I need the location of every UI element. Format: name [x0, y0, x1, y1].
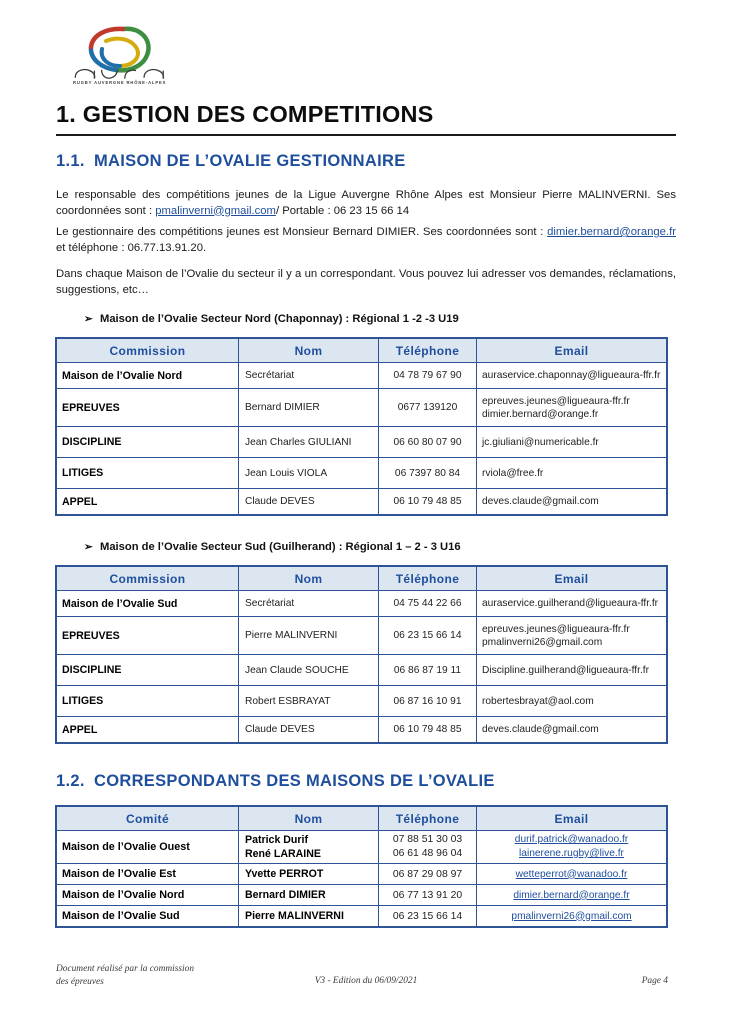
cell-commission: EPREUVES [57, 617, 239, 655]
section-title-1-2: CORRESPONDANTS DES MAISONS DE L’OVALIE [94, 772, 495, 790]
paragraph-gestionnaire-text-b: et téléphone : 06.77.13.91.20. [56, 241, 207, 254]
cell-telephone: 06 87 16 10 91 [379, 686, 477, 717]
cell-email [477, 906, 667, 927]
email-link[interactable]: durif.patrick@wanadoo.fr [514, 834, 629, 845]
paragraph-responsable-text-b: / Portable : 06 23 15 66 14 [275, 204, 410, 217]
arrow-bullet-icon: ➢ [84, 313, 93, 325]
email-link[interactable]: lainerene.rugby@live.fr [519, 848, 624, 859]
table-header-row [57, 339, 667, 363]
cell-commission: Maison de l’Ovalie Sud [57, 591, 239, 617]
table-row [57, 617, 667, 655]
cell-nom: Claude DEVES [239, 489, 379, 515]
telephone-line: 07 88 51 30 03 [392, 834, 463, 845]
table-row [57, 655, 667, 686]
cell-telephone: 06 10 79 48 85 [379, 489, 477, 515]
nom-line: René LARAINE [245, 848, 321, 860]
footer-left-line1: Document réalisé par la commission [56, 964, 195, 974]
email-line [482, 833, 661, 847]
cell-nom: Bernard DIMIER [239, 885, 379, 906]
cell-telephone: 04 78 79 67 90 [379, 363, 477, 389]
email-line: auraservice.chaponnay@ligueaura-ffr.fr [482, 370, 661, 381]
cell-commission: LITIGES [57, 686, 239, 717]
email-line: epreuves.jeunes@ligueaura-ffr.fr [482, 623, 630, 635]
column-header-telephone: Téléphone [379, 339, 477, 363]
page-title: 1. GESTION DES COMPETITIONS [56, 101, 434, 127]
cell-email [477, 686, 667, 717]
column-header-nom: Nom [239, 807, 379, 831]
cell-commission: APPEL [57, 717, 239, 743]
cell-comite: Maison de l’Ovalie Est [57, 864, 239, 885]
cell-email [477, 717, 667, 743]
cell-email [477, 458, 667, 489]
email-link-dimier[interactable]: dimier.bernard@orange.fr [547, 226, 676, 238]
column-header-telephone: Téléphone [379, 807, 477, 831]
email-line: auraservice.guilherand@ligueaura-ffr.fr [482, 598, 659, 609]
cell-email [477, 427, 667, 458]
paragraph-responsable-text-a: Le responsable des compétitions jeunes de la Ligue Auvergne Rhône Alpes est Monsieur Pierre MALINVERNI. Ses coordonnées sont : [56, 189, 676, 217]
cell-email [477, 389, 667, 427]
bullet-secteur-sud [84, 541, 461, 553]
column-header-telephone: Téléphone [379, 567, 477, 591]
logo-tagline: RUGBY AUVERGNE RHÔNE-ALPES [73, 80, 167, 85]
cell-nom: Jean Charles GIULIANI [239, 427, 379, 458]
cell-telephone: 06 10 79 48 85 [379, 717, 477, 743]
cell-commission: APPEL [57, 489, 239, 515]
table-row [57, 831, 667, 864]
arrow-bullet-icon: ➢ [84, 541, 93, 553]
email-link-pmalinverni[interactable]: pmalinverni@gmail.com [155, 204, 276, 217]
table-row [57, 389, 667, 427]
column-header-email: Email [477, 567, 667, 591]
page-title-block [56, 101, 676, 136]
table-row [57, 458, 667, 489]
section-title-1-1: MAISON DE L’OVALIE GESTIONNAIRE [94, 152, 406, 170]
bullet-secteur-nord-label: Maison de l’Ovalie Secteur Nord (Chaponnay) : Régional 1 -2 -3 U19 [100, 313, 459, 325]
email-line: pmalinverni26@gmail.com [482, 636, 603, 648]
cell-email [477, 489, 667, 515]
email-line: rviola@free.fr [482, 467, 544, 479]
table-row [57, 427, 667, 458]
paragraph-responsable [56, 188, 676, 219]
section-number-1-1: 1.1. [56, 152, 85, 170]
footer-page-number: Page 4 [641, 976, 668, 986]
cell-email [477, 363, 667, 389]
table-row [57, 363, 667, 389]
cell-nom: Claude DEVES [239, 717, 379, 743]
email-link[interactable]: wetteperrot@wanadoo.fr [515, 868, 628, 880]
table-row [57, 885, 667, 906]
email-line [482, 847, 661, 861]
cell-commission: DISCIPLINE [57, 655, 239, 686]
column-header-nom: Nom [239, 339, 379, 363]
cell-nom: Robert ESBRAYAT [239, 686, 379, 717]
cell-telephone: 06 23 15 66 14 [379, 617, 477, 655]
cell-nom: Yvette PERROT [239, 864, 379, 885]
cell-email [477, 831, 667, 864]
footer-version: V3 - Edition du 06/09/2021 [314, 976, 418, 986]
cell-nom [239, 831, 379, 864]
cell-nom: Pierre MALINVERNI [239, 906, 379, 927]
column-header-email: Email [477, 807, 667, 831]
cell-nom: Pierre MALINVERNI [239, 617, 379, 655]
cell-email [477, 864, 667, 885]
cell-telephone: 06 87 29 08 97 [379, 864, 477, 885]
cell-telephone: 04 75 44 22 66 [379, 591, 477, 617]
email-line: robertesbrayat@aol.com [482, 695, 594, 707]
aura-logo [72, 24, 192, 88]
paragraph-correspondant: Dans chaque Maison de l’Ovalie du secteur il y a un correspondant. Vous pouvez lui adresser vos demandes, réclamations, suggestions, etc… [56, 268, 676, 296]
section-heading-1-2 [56, 772, 495, 791]
email-link[interactable]: dimier.bernard@orange.fr [513, 889, 630, 901]
nom-line: Patrick Durif [245, 834, 308, 846]
cell-email [477, 617, 667, 655]
email-line: jc.giuliani@numericable.fr [482, 436, 599, 448]
table-maison-ovalie-sud [56, 566, 667, 743]
paragraph-gestionnaire [56, 225, 676, 256]
section-number-1-2: 1.2. [56, 772, 85, 790]
cell-email [477, 591, 667, 617]
table-row [57, 489, 667, 515]
column-header-comite: Comité [57, 807, 239, 831]
bullet-secteur-sud-label: Maison de l’Ovalie Secteur Sud (Guilherand) : Régional 1 – 2 - 3 U16 [100, 541, 461, 553]
title-divider [56, 134, 676, 136]
table-header-row [57, 567, 667, 591]
cell-nom: Secrétariat [239, 363, 379, 389]
table-maison-ovalie-nord [56, 338, 667, 515]
telephone-line: 06 61 48 96 04 [392, 848, 463, 859]
page-footer [56, 963, 676, 1003]
cell-telephone: 06 86 87 19 11 [379, 655, 477, 686]
email-link[interactable]: pmalinverni26@gmail.com [511, 910, 632, 922]
email-line: epreuves.jeunes@ligueaura-ffr.fr [482, 395, 630, 407]
cell-telephone: 06 77 13 91 20 [379, 885, 477, 906]
cell-telephone: 0677 139120 [379, 389, 477, 427]
cell-commission: DISCIPLINE [57, 427, 239, 458]
column-header-commission: Commission [57, 567, 239, 591]
email-line: deves.claude@gmail.com [482, 496, 599, 507]
cell-nom: Jean Claude SOUCHE [239, 655, 379, 686]
table-correspondants [56, 806, 667, 927]
cell-comite: Maison de l’Ovalie Nord [57, 885, 239, 906]
column-header-commission: Commission [57, 339, 239, 363]
cell-nom: Bernard DIMIER [239, 389, 379, 427]
section-heading-1-1 [56, 152, 406, 171]
table-row [57, 906, 667, 927]
email-line: deves.claude@gmail.com [482, 724, 599, 735]
cell-comite: Maison de l’Ovalie Ouest [57, 831, 239, 864]
cell-commission: Maison de l’Ovalie Nord [57, 363, 239, 389]
table-row [57, 591, 667, 617]
cell-telephone: 06 23 15 66 14 [379, 906, 477, 927]
cell-telephone: 06 60 80 07 90 [379, 427, 477, 458]
cell-email [477, 655, 667, 686]
table-row [57, 717, 667, 743]
cell-commission: LITIGES [57, 458, 239, 489]
column-header-nom: Nom [239, 567, 379, 591]
email-line: Discipline.guilherand@ligueaura-ffr.fr [482, 664, 650, 676]
cell-email [477, 885, 667, 906]
cell-telephone [379, 831, 477, 864]
column-header-email: Email [477, 339, 667, 363]
cell-nom: Secrétariat [239, 591, 379, 617]
table-row [57, 864, 667, 885]
email-line: dimier.bernard@orange.fr [482, 408, 599, 420]
cell-commission: EPREUVES [57, 389, 239, 427]
paragraph-gestionnaire-text-a: Le gestionnaire des compétitions jeunes est Monsieur Bernard DIMIER. Ses coordonnées sont : [56, 226, 548, 238]
footer-left-line2: des épreuves [56, 977, 104, 987]
cell-comite: Maison de l’Ovalie Sud [57, 906, 239, 927]
bullet-secteur-nord [84, 313, 459, 325]
table-header-row [57, 807, 667, 831]
cell-telephone: 06 7397 80 84 [379, 458, 477, 489]
cell-nom: Jean Louis VIOLA [239, 458, 379, 489]
table-row [57, 686, 667, 717]
